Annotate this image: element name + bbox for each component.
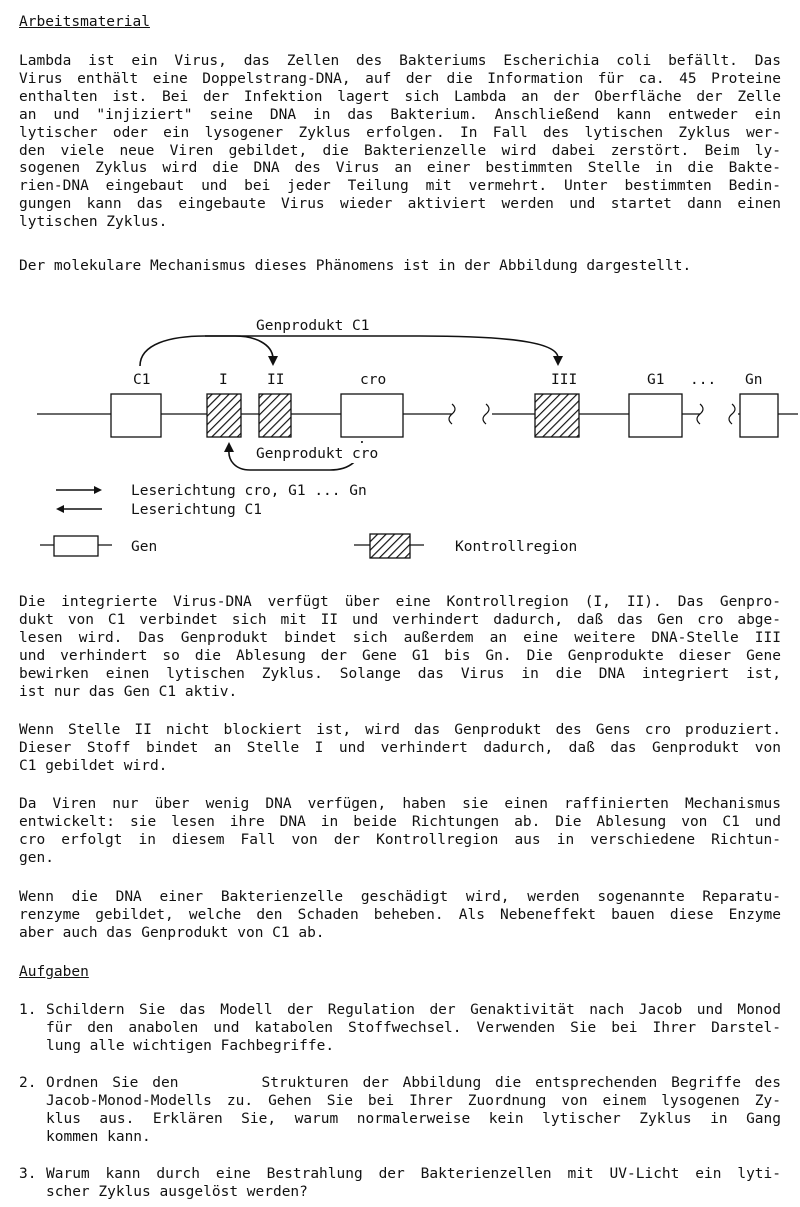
c1-product-arrow-to-iii	[205, 336, 558, 358]
task-line: scher Zyklus ausgelöst werden?	[46, 1183, 308, 1200]
task-text	[46, 1166, 781, 1202]
mechanism-line: Der molekulare Mechanismus dieses Phänomens ist in der Abbildung dargestellt.	[19, 258, 692, 274]
para-line: C1 gebildet wird.	[19, 757, 168, 774]
gene-label-iii: III	[551, 372, 578, 388]
gene-g1-box	[629, 394, 682, 437]
intro-line: den viele neue Viren gebildet, die Bakterienzelle wird dabei zerstört. Beim ly-	[19, 142, 781, 159]
para-line: Dieser Stoff bindet an Stelle I und verhindert dadurch, daß das Genprodukt von	[19, 739, 781, 756]
legend-control-box	[370, 534, 410, 558]
intro-line: lytischen Zyklus.	[19, 214, 168, 231]
paragraph-reparatur	[19, 889, 781, 943]
legend-control-label: Kontrollregion	[455, 539, 578, 555]
para-line: renzyme gebildet, welche den Schaden beheben. Als Nebeneffekt bauen diese Enzyme	[19, 906, 781, 923]
para-line: gen.	[19, 849, 54, 866]
para-line: Wenn die DNA einer Bakterienzelle geschädigt wird, werden sogenannte Reparatu-	[19, 889, 781, 905]
control-region-ii	[259, 394, 291, 437]
para-line: entwickelt: sie lesen ihre DNA in beide Richtungen ab. Die Ablesung von C1 und	[19, 813, 781, 830]
heading-aufgaben: Aufgaben	[19, 964, 89, 980]
c1-product-arrowhead-ii	[268, 356, 278, 366]
task-number: 1.	[19, 1002, 37, 1018]
task-line: Schildern Sie das Modell der Regulation der Genaktivität nach Jacob und Monod	[46, 1002, 781, 1018]
intro-line: an und "injiziert" seine DNA in das Bakterium. Anschließend kann entweder ein	[19, 106, 781, 123]
gene-label-g1: G1	[647, 372, 665, 388]
c1-product-arrow	[140, 336, 273, 366]
legend-arrow-left-head	[56, 505, 64, 513]
para-line: aber auch das Genprodukt von C1 ab.	[19, 924, 325, 941]
legend-arrow-right-label: Leserichtung cro, G1 ... Gn	[131, 483, 367, 499]
task-line: klus aus. Erklären Sie, warum normalerweise kein lytischer Zyklus in Gang	[46, 1110, 781, 1127]
gene-label-c1: C1	[133, 372, 151, 388]
intro-line: enthalten ist. Bei der Infektion lagert sich Lambda an der Oberfläche der Zelle	[19, 88, 781, 105]
break-mark-4	[729, 404, 735, 424]
paragraph-control-region	[19, 594, 781, 701]
para-line: ist nur das Gen C1 aktiv.	[19, 683, 238, 700]
task-text	[46, 1075, 781, 1147]
legend-arrow-right-head	[94, 486, 102, 494]
break-mark-2	[483, 404, 489, 424]
para-line: Die integrierte Virus-DNA verfügt über eine Kontrollregion (I, II). Das Genpro-	[19, 594, 781, 610]
para-line: bewirken einen lytischen Zyklus. Solange das Virus in die DNA integriert ist,	[19, 665, 781, 682]
genprodukt-c1-label: Genprodukt C1	[256, 318, 370, 334]
task-line: Warum kann durch eine Bestrahlung der Bakterienzellen mit UV-Licht ein lyti-	[46, 1166, 781, 1182]
heading-arbeitsmaterial: Arbeitsmaterial	[19, 14, 150, 30]
control-region-i	[207, 394, 241, 437]
intro-line: gungen kann das eingebaute Virus wieder aktiviert werden und startet dann einen	[19, 196, 781, 213]
gene-gn-box	[740, 394, 778, 437]
intro-line: Lambda ist ein Virus, das Zellen des Bakteriums Escherichia coli befällt. Das	[19, 53, 781, 69]
task-number: 3.	[19, 1166, 37, 1182]
gene-c1-box	[111, 394, 161, 437]
intro-line: sogenen Zyklus wird die DNA des Virus an einer bestimmten Stelle in die Bakte-	[19, 160, 781, 177]
legend-gene-box	[54, 536, 98, 556]
intro-line: Virus enthält eine Doppelstrang-DNA, auf der die Information für ca. 45 Proteine	[19, 70, 781, 87]
cro-product-arrowhead-i	[224, 442, 234, 452]
intro-line: lytischer oder ein lysogener Zyklus erfolgen. In Fall des lytischen Zyklus wer-	[19, 124, 781, 141]
task-line: kommen kann.	[46, 1128, 151, 1145]
gene-cro-box	[341, 394, 403, 437]
para-line: lesen wird. Das Genprodukt bindet sich außerdem an eine weitere DNA-Stelle III	[19, 629, 781, 646]
control-region-iii	[535, 394, 579, 437]
genprodukt-cro-label: Genprodukt cro	[256, 446, 379, 462]
intro-line: rien-DNA eingebaut und bei jeder Teilung mit vermehrt. Unter bestimmten Bedin-	[19, 178, 781, 195]
task-line: Jacob-Monod-Modells zu. Gehen Sie bei Ihrer Zuordnung von einem lysogenen Zy-	[46, 1092, 781, 1109]
intro-paragraph	[19, 53, 781, 232]
paragraph-stelle-ii	[19, 722, 781, 776]
task-line: lung alle wichtigen Fachbegriffe.	[46, 1037, 335, 1054]
gene-label-ii: II	[267, 372, 285, 388]
mechanism-paragraph	[19, 258, 781, 276]
para-line: und verhindert so die Ablesung der Gene G1 bis Gn. Die Genprodukte dieser Gene	[19, 647, 781, 664]
para-line: Wenn Stelle II nicht blockiert ist, wird das Genprodukt des Gens cro produziert.	[19, 722, 781, 738]
paragraph-viren	[19, 796, 781, 868]
gene-label-cro: cro	[360, 372, 387, 388]
para-line: Da Viren nur über wenig DNA verfügen, haben sie einen raffinierten Mechanismus	[19, 796, 781, 812]
task-line: Ordnen Sie den Strukturen der Abbildung die entsprechenden Begriffe des	[46, 1075, 781, 1091]
para-line: cro erfolgt in diesem Fall von der Kontrollregion aus in verschiedene Richtun-	[19, 831, 781, 848]
gene-label-dots: ...	[690, 372, 717, 388]
legend-arrow-left-label: Leserichtung C1	[131, 502, 262, 518]
gene-label-i: I	[219, 372, 228, 388]
task-text	[46, 1002, 781, 1056]
c1-product-arrowhead-iii	[553, 356, 563, 366]
para-line: dukt von C1 verbindet sich mit II und verhindert dadurch, daß das Gen cro abge-	[19, 611, 781, 628]
legend-gene-label: Gen	[131, 539, 158, 555]
task-number: 2.	[19, 1075, 37, 1091]
task-line: für den anabolen und katabolen Stoffwechsel. Verwenden Sie bei Ihrer Darstel-	[46, 1019, 781, 1036]
gene-regulation-figure	[0, 300, 800, 580]
gene-label-gn: Gn	[745, 372, 763, 388]
